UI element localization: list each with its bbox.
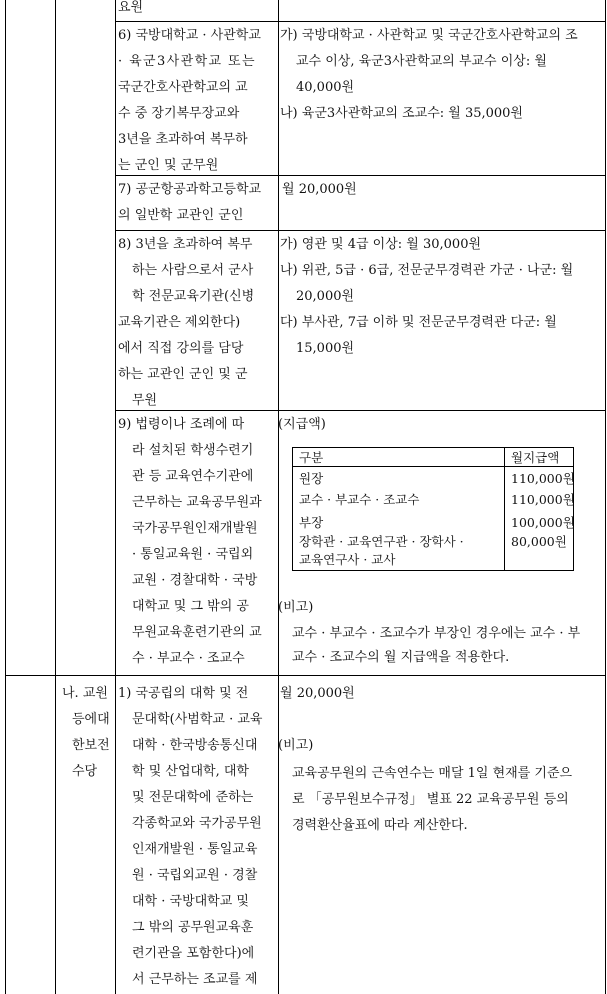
pay-table-category: 교수 · 부교수 · 조교수 bbox=[299, 492, 420, 507]
na-label-line: 각종학교와 국가공무원 bbox=[132, 816, 262, 831]
table-divider-label bbox=[115, 0, 116, 994]
row8-content-b: 나) 위관, 5급 · 6급, 전문군무경력관 가군 · 나군: 월 bbox=[280, 263, 574, 278]
row9-label-line: 근무하는 교육공무원과 bbox=[132, 495, 262, 510]
row-divider bbox=[5, 675, 606, 676]
category-label-line: 수당 bbox=[72, 764, 98, 779]
row8-content-a: 가) 영관 및 4급 이상: 월 30,000원 bbox=[280, 237, 482, 252]
na-note-heading: (비고) bbox=[278, 738, 314, 753]
pay-table-amount: 100,000원 bbox=[511, 515, 575, 530]
row5-label-tail: 요원 bbox=[118, 0, 144, 15]
row9-label-line: 9) 법령이나 조례에 따 bbox=[118, 417, 245, 432]
na-label-line: 학 및 산업대학, 대학 bbox=[132, 764, 249, 779]
na-label-line: 및 전문대학에 준하는 bbox=[132, 790, 254, 805]
pay-table-category: 교육연구사 · 교사 bbox=[299, 552, 396, 567]
pay-table-column-divider bbox=[504, 448, 505, 570]
pay-table-category: 장학관 · 교육연구관 · 장학사 · bbox=[299, 534, 464, 549]
row7-label-line: 의 일반학 교관인 군인 bbox=[118, 208, 244, 223]
na-note-line: 로 「공무원보수규정」 별표 22 교육공무원 등의 bbox=[292, 792, 569, 807]
row8-label-line: 하는 교관인 군인 및 군 bbox=[118, 367, 248, 382]
table-border-left bbox=[5, 0, 6, 994]
pay-table-header-category: 구분 bbox=[299, 450, 324, 465]
na-note-line: 경력환산율표에 따라 계산한다. bbox=[292, 818, 468, 833]
pay-table-amount: 110,000원 bbox=[511, 471, 575, 486]
row6-content-a-cont: 교수 이상, 육군3사관학교의 부교수 이상: 월 bbox=[296, 54, 547, 69]
row6-label-line: 수 중 장기복무장교와 bbox=[118, 106, 240, 121]
table-border-right bbox=[605, 0, 606, 994]
row6-content-b: 나) 육군3사관학교의 조교수: 월 35,000원 bbox=[280, 106, 523, 121]
row6-content-a: 가) 국방대학교 · 사관학교 및 국군간호사관학교의 조 bbox=[280, 28, 578, 43]
pay-table bbox=[292, 447, 574, 571]
pay-table-header-amount: 월지급액 bbox=[511, 450, 560, 465]
row8-label-line: 학 전문교육기관(신병 bbox=[132, 289, 255, 304]
row9-pay-heading: (지급액) bbox=[278, 417, 326, 432]
row6-content-a-amount: 40,000원 bbox=[296, 80, 355, 95]
pay-table-amount: 80,000원 bbox=[511, 534, 567, 549]
row8-content-c-amount: 15,000원 bbox=[296, 341, 355, 356]
row9-note-line: 교수 · 조교수의 월 지급액을 적용한다. bbox=[292, 650, 510, 665]
na-amount: 월 20,000원 bbox=[280, 686, 355, 701]
na-label-line: 문대학(사범학교 · 교육 bbox=[132, 712, 263, 727]
pay-table-amount: 110,000원 bbox=[511, 492, 575, 507]
row9-label-line: 라 설치된 학생수련기 bbox=[132, 443, 254, 458]
category-label-line: 등에대 bbox=[72, 712, 110, 727]
row8-label-line: 교육기관은 제외한다) bbox=[118, 315, 241, 330]
na-label-line: 원 · 국립외교원 · 경찰 bbox=[132, 868, 258, 883]
row9-label-line: 관 등 교육연수기관에 bbox=[132, 469, 254, 484]
category-label-line: 나. 교원 bbox=[62, 686, 108, 701]
row6-label-line: · 육군3사관학교 또는 bbox=[118, 54, 256, 69]
na-label-line: 대학 · 국방대학교 및 bbox=[132, 894, 249, 909]
row8-label-line: 8) 3년을 초과하여 복무 bbox=[118, 237, 253, 252]
na-label-line: 인재개발원 · 통일교육 bbox=[132, 842, 258, 857]
row8-content-c: 다) 부사관, 7급 이하 및 전문군무경력관 다군: 월 bbox=[280, 315, 557, 330]
category-label-line: 한보전 bbox=[72, 738, 110, 753]
row9-label-line: · 통일교육원 · 국립외 bbox=[132, 547, 254, 562]
table-divider-content bbox=[278, 0, 279, 994]
row6-label-line: 3년을 초과하여 복무하 bbox=[118, 132, 248, 147]
na-note-line: 교육공무원의 근속연수는 매달 1일 현재를 기준으 bbox=[292, 766, 573, 781]
row8-content-b-amount: 20,000원 bbox=[296, 289, 355, 304]
pay-table-category: 부장 bbox=[299, 515, 324, 530]
na-label-line: 대학 · 한국방송통신대 bbox=[132, 738, 258, 753]
na-label-line: 1) 국공립의 대학 및 전 bbox=[118, 686, 249, 701]
row8-label-line: 하는 사람으로서 군사 bbox=[132, 263, 254, 278]
row9-label-line: 대학교 및 그 밖의 공 bbox=[132, 599, 249, 614]
row7-label-line: 7) 공군항공과학고등학교 bbox=[118, 182, 262, 197]
na-label-line: 련기관을 포함한다)에 bbox=[132, 946, 255, 961]
row9-note-line: 교수 · 부교수 · 조교수가 부장인 경우에는 교수 · 부 bbox=[292, 626, 581, 641]
row6-label-line: 6) 국방대학교 · 사관학교 bbox=[118, 28, 261, 43]
row6-label-line: 국군간호사관학교의 교 bbox=[118, 80, 248, 95]
pay-table-category: 원장 bbox=[299, 471, 324, 486]
row9-label-line: 교원 · 경찰대학 · 국방 bbox=[132, 573, 258, 588]
na-label-line: 그 밖의 공무원교육훈 bbox=[132, 920, 254, 935]
table-divider-category bbox=[55, 0, 56, 994]
row9-label-line: 수 · 부교수 · 조교수 bbox=[132, 651, 245, 666]
row6-label-line: 는 군인 및 군무원 bbox=[118, 158, 219, 173]
row9-note-heading: (비고) bbox=[278, 600, 314, 615]
row8-label-line: 무원 bbox=[132, 393, 158, 408]
na-label-line: 서 근무하는 조교를 제 bbox=[132, 972, 258, 987]
row9-label-line: 국가공무원인재개발원 bbox=[132, 521, 258, 536]
row8-label-line: 에서 직접 강의를 담당 bbox=[118, 341, 244, 356]
row7-content: 월 20,000원 bbox=[282, 182, 357, 197]
row9-label-line: 무원교육훈련기관의 교 bbox=[132, 625, 262, 640]
